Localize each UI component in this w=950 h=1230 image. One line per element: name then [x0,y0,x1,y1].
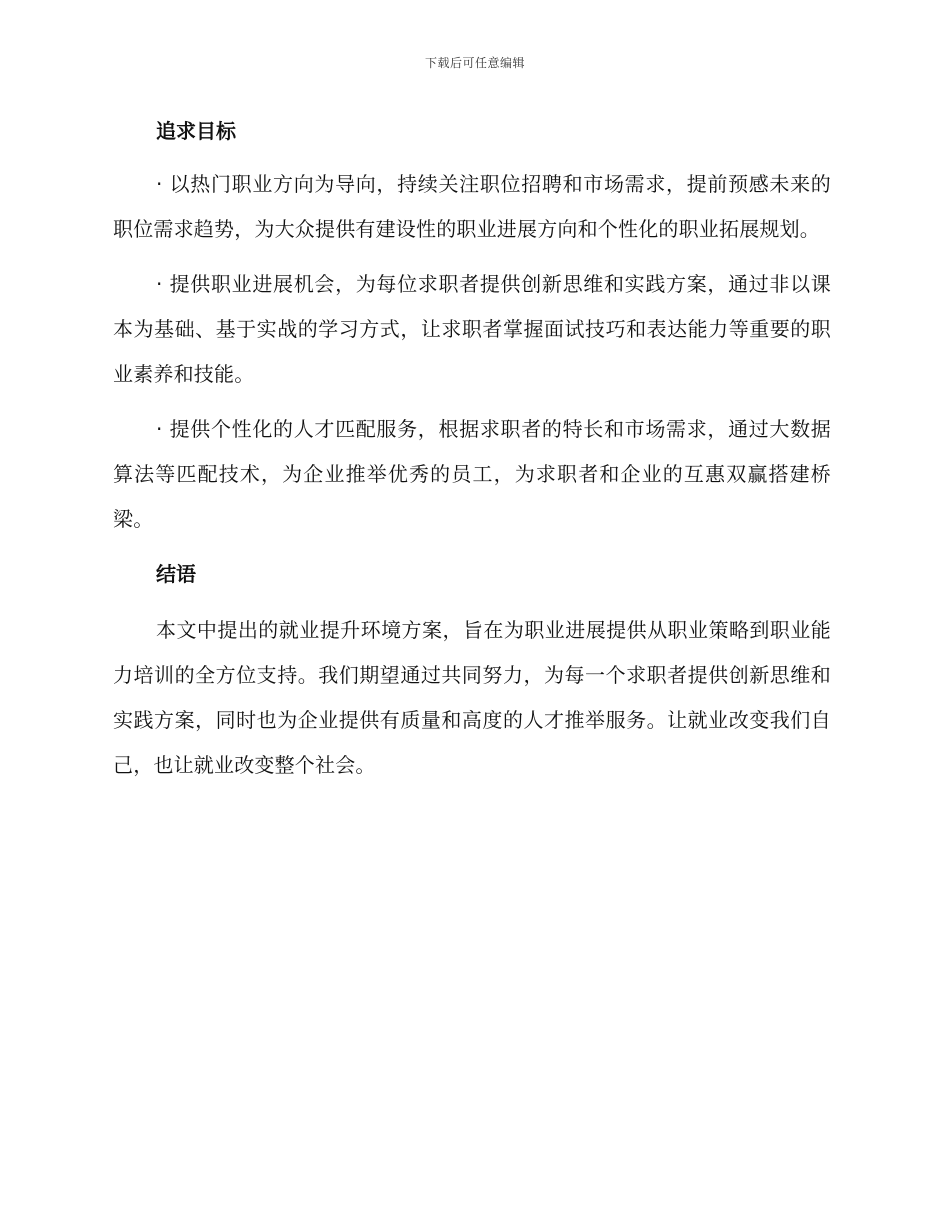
goals-paragraph-2: · 提供职业进展机会，为每位求职者提供创新思维和实践方案，通过非以课本为基础、基于实战的学习方式，让求职者掌握面试技巧和表达能力等重要的职业素养和技能。 [113,272,831,386]
section-heading-conclusion: 结语 [156,562,196,586]
conclusion-paragraph: 本文中提出的就业提升环境方案，旨在为职业进展提供从职业策略到职业能力培训的全方位支持。我们期望通过共同努力，为每一个求职者提供创新思维和实践方案，同时也为企业提供有质量和高度的人才推举服务。让就业改变我们自己，也让就业改变整个社会。 [113,618,831,777]
section-heading-goals: 追求目标 [156,119,236,143]
goals-paragraph-3: · 提供个性化的人才匹配服务，根据求职者的特长和市场需求，通过大数据算法等匹配技术，为企业推举优秀的员工，为求职者和企业的互惠双赢搭建桥梁。 [113,417,831,531]
document-body [113,111,831,788]
page-header-note: 下载后可任意编辑 [424,56,525,70]
goals-paragraph-1: · 以热门职业方向为导向，持续关注职位招聘和市场需求，提前预感未来的职位需求趋势，为大众提供有建设性的职业进展方向和个性化的职业拓展规划。 [113,172,831,241]
